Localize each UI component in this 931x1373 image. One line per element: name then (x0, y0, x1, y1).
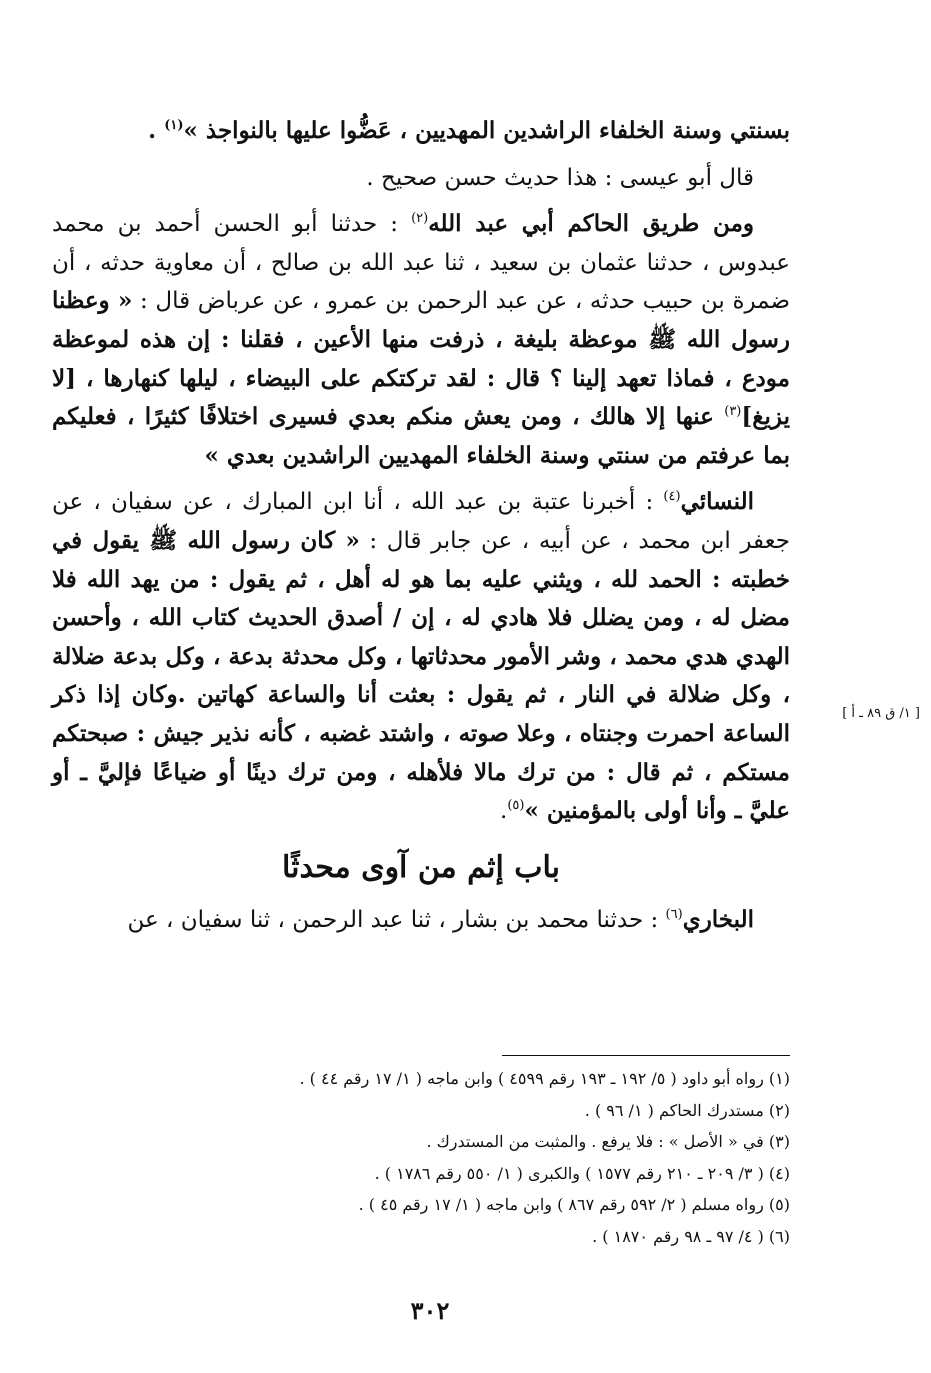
paragraph-5 (52, 901, 790, 940)
paragraph-5-lead: البخاري (682, 905, 754, 933)
paragraph-2-text: قال أبو عيسى : هذا حديث حسن صحيح . (366, 164, 754, 191)
footnote-4: (٤) ( ٣/ ٢٠٩ ـ ٢١٠ رقم ١٥٧٧ ) والكبرى ( ١/ ٥٥٠ رقم ١٧٨٦ ) . (374, 1163, 790, 1183)
footnotes (110, 1063, 790, 1252)
footnote-marker-5: (٥) (507, 798, 525, 814)
footnote-1: (١) رواه أبو داود ( ٥/ ١٩٢ ـ ١٩٣ رقم ٤٥٩٩ ) وابن ماجه ( ١/ ١٧ رقم ٤٤ ) . (299, 1069, 790, 1088)
paragraph-4-end: . (500, 798, 508, 825)
paragraph-5-isnad: : حدثنا محمد بن بشار ، ثنا عبد الرحمن ، ثنا سفيان ، عن (127, 906, 666, 933)
paragraph-3-matn-end: عنها إلا هالك ، ومن يعش منكم بعدي فسيرى اختلافًا كثيرًا ، فعليكم بما عرفتم من سنتي وسنة الخلفاء المهديين الراشدين بعدي » (52, 403, 790, 469)
footnote-2: (٢) مستدرك الحاكم ( ١/ ٩٦ ) . (584, 1100, 790, 1120)
footnote-marker-1: (١) (164, 118, 184, 133)
paragraph-4 (52, 483, 790, 830)
paragraph-4-lead: النسائي (680, 488, 754, 516)
paragraph-1-end: . (148, 117, 165, 144)
paragraph-3-lead: ومن طريق الحاكم أبي عبد الله (428, 210, 754, 238)
footnote-marker-2: (٢) (411, 211, 429, 227)
footnote-separator (502, 1055, 790, 1056)
chapter-heading: باب إثم من آوى محدثًا (281, 849, 561, 885)
footnote-3: (٣) في « الأصل » : فلا يرفع . والمثبت من المستدرك . (426, 1132, 790, 1151)
footnote-6: (٦) ( ٤/ ٩٧ ـ ٩٨ رقم ١٨٧٠ ) . (592, 1226, 790, 1246)
manuscript-folio-reference: [ ١/ ق ٨٩ ـ أ ] (842, 706, 920, 721)
paragraph-3-matn: « وعظنا رسول الله ﷺ موعظة بليغة ، ذرفت منها الأعين ، فقلنا : إن هذه لموعظة مودع ، فماذا تعهد إلينا ؟ قال : لقد تركتكم على البيضاء ، ليلها كنهارها ، [لا يزيغ] (52, 287, 790, 431)
main-text (52, 112, 790, 939)
footnote-marker-3: (٣) (724, 404, 742, 420)
page-number: ٣٠٢ (410, 1296, 450, 1325)
footnote-marker-6: (٦) (665, 906, 683, 922)
paragraph-4-matn: « كان رسول الله ﷺ يقول في خطبته : الحمد لله ، ويثني عليه بما هو له أهل ، ثم يقول : من يهد الله فلا مضل له ، ومن يضلل فلا هادي له ، إن / أصدق الحديث كتاب الله ، وأحسن الهدي هدي محمد ، وشر الأمور محدثاتها ، وكل محدثة بدعة ، وكل بدعة ضلالة ، وكل ضلالة في النار ، ثم يقول : بعثت أنا والساعة كهاتين .وكان إذا ذكر الساعة احمرت وجنتاه ، وعلا صوته ، واشتد غضبه ، كأنه نذير جيش : صبحتكم مستكم ، ثم قال : من ترك مالا فلأهله ، ومن ترك دينًا أو ضياعًا فإليَّ ـ أو عليَّ ـ وأنا أولى بالمؤمنين » (52, 526, 790, 825)
paragraph-3 (52, 205, 790, 475)
footnote-5: (٥) رواه مسلم ( ٢/ ٥٩٢ رقم ٨٦٧ ) وابن ماجه ( ١/ ١٧ رقم ٤٥ ) . (358, 1195, 790, 1214)
paragraph-4-isnad: : أخبرنا عتبة بن عبد الله ، أنا ابن المبارك ، عن سفيان ، عن جعفر ابن محمد ، عن أبيه ، عن جابر قال : (52, 489, 790, 554)
paragraph-1-text: بسنتي وسنة الخلفاء الراشدين المهديين ، عَضُّوا عليها بالنواجذ » (183, 117, 790, 144)
paragraph-1 (52, 112, 790, 151)
footnote-marker-4: (٤) (663, 489, 681, 505)
paragraph-2 (52, 159, 790, 198)
paragraph-3-isnad: : حدثنا أبو الحسن أحمد بن محمد عبدوس ، حدثنا عثمان بن سعيد ، ثنا عبد الله بن صالح ، أن معاوية حدثه ، أن ضمرة بن حبيب حدثه ، عن عبد الرحمن بن عمرو ، عن عرباض قال : (52, 211, 791, 315)
